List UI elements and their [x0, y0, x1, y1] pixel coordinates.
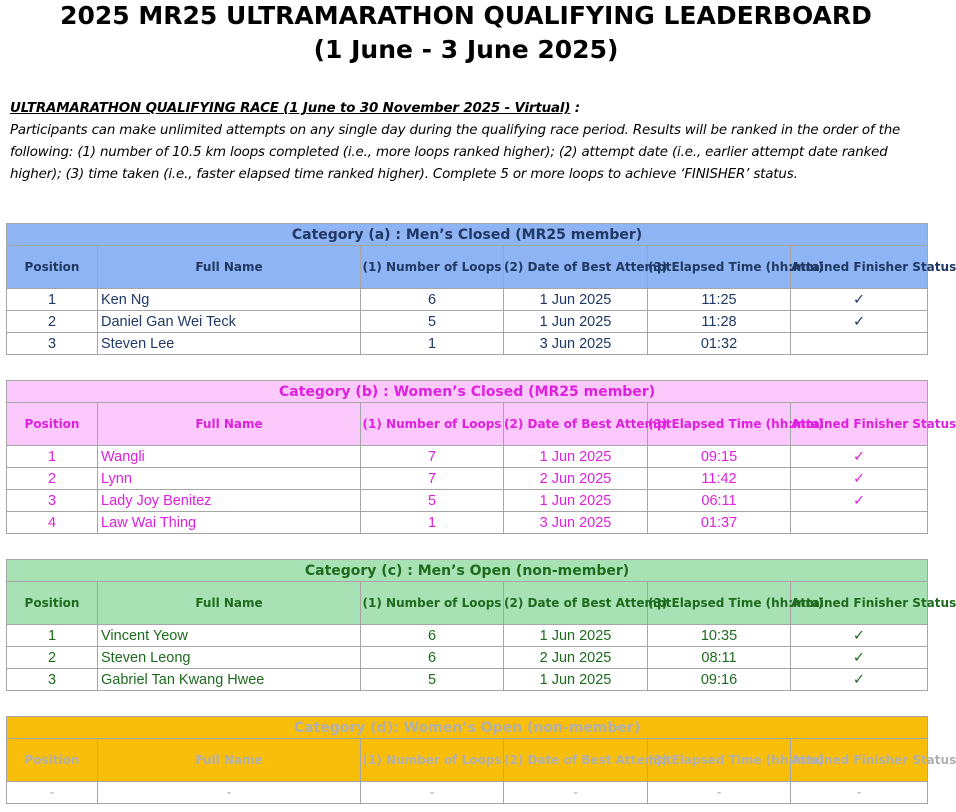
- header-elapsed: (3) Elapsed Time (hh:mm): [648, 739, 791, 782]
- cell-elapsed: 01:37: [648, 512, 791, 534]
- header-full-name: Full Name: [98, 582, 361, 625]
- check-icon: ✓: [791, 446, 928, 468]
- cell-loops: 6: [361, 625, 504, 647]
- table-row: [7, 311, 928, 333]
- cell-name: Wangli: [98, 446, 361, 468]
- cell-position: 1: [7, 446, 98, 468]
- header-position: Position: [7, 739, 98, 782]
- cell-loops: -: [361, 782, 504, 804]
- cell-name: Steven Leong: [98, 647, 361, 669]
- cell-date: 1 Jun 2025: [504, 669, 648, 691]
- finisher-cell: [791, 333, 928, 355]
- check-icon: ✓: [791, 647, 928, 669]
- check-icon: ✓: [791, 468, 928, 490]
- header-full-name: Full Name: [98, 246, 361, 289]
- header-full-name: Full Name: [98, 739, 361, 782]
- table-row: [7, 625, 928, 647]
- header-elapsed: (3) Elapsed Time (hh:mm): [648, 246, 791, 289]
- category-title: Category (b) : Women’s Closed (MR25 member): [7, 381, 928, 403]
- header-finisher: Attained Finisher Status: [791, 403, 928, 446]
- cell-name: Lady Joy Benitez: [98, 490, 361, 512]
- cell-name: Vincent Yeow: [98, 625, 361, 647]
- cell-position: 3: [7, 669, 98, 691]
- header-date: (2) Date of Best Attempt: [504, 246, 648, 289]
- header-date: (2) Date of Best Attempt: [504, 739, 648, 782]
- intro-heading: ULTRAMARATHON QUALIFYING RACE (1 June to 30 November 2025 - Virtual): [10, 101, 571, 116]
- cell-position: 3: [7, 333, 98, 355]
- cell-position: 1: [7, 625, 98, 647]
- cell-date: 2 Jun 2025: [504, 647, 648, 669]
- cell-elapsed: 11:28: [648, 311, 791, 333]
- cell-position: 2: [7, 468, 98, 490]
- cell-elapsed: -: [648, 782, 791, 804]
- cell-loops: 7: [361, 468, 504, 490]
- header-full-name: Full Name: [98, 403, 361, 446]
- cell-position: 2: [7, 647, 98, 669]
- table-row: [7, 468, 928, 490]
- cell-elapsed: 06:11: [648, 490, 791, 512]
- header-position: Position: [7, 246, 98, 289]
- category-title: Category (a) : Men’s Closed (MR25 member): [7, 224, 928, 246]
- table-row: [7, 512, 928, 534]
- cell-date: 1 Jun 2025: [504, 446, 648, 468]
- page-title-line2: (1 June - 3 June 2025): [313, 35, 619, 64]
- cell-date: 3 Jun 2025: [504, 512, 648, 534]
- finisher-cell: -: [791, 782, 928, 804]
- table-row: [7, 647, 928, 669]
- header-elapsed: (3) Elapsed Time (hh:mm): [648, 582, 791, 625]
- header-position: Position: [7, 403, 98, 446]
- table-row: [7, 782, 928, 804]
- cell-loops: 6: [361, 647, 504, 669]
- cell-loops: 1: [361, 333, 504, 355]
- table-row: [7, 289, 928, 311]
- cell-position: 4: [7, 512, 98, 534]
- cell-date: 1 Jun 2025: [504, 490, 648, 512]
- header-finisher: Attained Finisher Status: [791, 582, 928, 625]
- check-icon: ✓: [791, 311, 928, 333]
- cell-loops: 1: [361, 512, 504, 534]
- cell-date: 3 Jun 2025: [504, 333, 648, 355]
- category-title: Category (d): Women’s Open (non-member): [7, 717, 928, 739]
- header-finisher: Attained Finisher Status: [791, 739, 928, 782]
- cell-name: -: [98, 782, 361, 804]
- cell-date: 1 Jun 2025: [504, 625, 648, 647]
- table-row: [7, 490, 928, 512]
- cell-position: 2: [7, 311, 98, 333]
- header-date: (2) Date of Best Attempt: [504, 403, 648, 446]
- check-icon: ✓: [791, 289, 928, 311]
- intro-colon: :: [570, 101, 581, 116]
- header-loops: (1) Number of Loops: [361, 582, 504, 625]
- cell-date: 2 Jun 2025: [504, 468, 648, 490]
- leaderboard-table-category-c: [6, 559, 956, 691]
- leaderboard-table-category-b: [6, 380, 956, 534]
- cell-loops: 6: [361, 289, 504, 311]
- header-position: Position: [7, 582, 98, 625]
- header-loops: (1) Number of Loops: [361, 403, 504, 446]
- header-finisher: Attained Finisher Status: [791, 246, 928, 289]
- cell-elapsed: 09:16: [648, 669, 791, 691]
- category-title: Category (c) : Men’s Open (non-member): [7, 560, 928, 582]
- cell-name: Steven Lee: [98, 333, 361, 355]
- intro-text: [10, 98, 915, 186]
- cell-position: -: [7, 782, 98, 804]
- intro-body: Participants can make unlimited attempts on any single day during the qualifying race period. Results will be ranked in the order of the following: (1) number of 10.5 km loops completed (i.e., more loops ranked higher); (2) attempt date (i.e., earlier attempt date ranked higher); (3) time taken (i.e., faster elapsed time ranked higher). Complete 5 or more loops to achieve ‘FINISHER’ status.: [10, 123, 901, 182]
- cell-loops: 5: [361, 311, 504, 333]
- cell-date: 1 Jun 2025: [504, 311, 648, 333]
- cell-elapsed: 11:42: [648, 468, 791, 490]
- table-row: [7, 446, 928, 468]
- cell-date: -: [504, 782, 648, 804]
- cell-name: Gabriel Tan Kwang Hwee: [98, 669, 361, 691]
- cell-elapsed: 11:25: [648, 289, 791, 311]
- finisher-cell: [791, 512, 928, 534]
- cell-name: Ken Ng: [98, 289, 361, 311]
- header-loops: (1) Number of Loops: [361, 246, 504, 289]
- table-row: [7, 333, 928, 355]
- header-date: (2) Date of Best Attempt: [504, 582, 648, 625]
- check-icon: ✓: [791, 625, 928, 647]
- check-icon: ✓: [791, 490, 928, 512]
- cell-name: Law Wai Thing: [98, 512, 361, 534]
- header-loops: (1) Number of Loops: [361, 739, 504, 782]
- cell-elapsed: 10:35: [648, 625, 791, 647]
- page-title-line1: 2025 MR25 ULTRAMARATHON QUALIFYING LEADERBOARD: [60, 1, 872, 30]
- cell-loops: 5: [361, 490, 504, 512]
- cell-elapsed: 01:32: [648, 333, 791, 355]
- table-row: [7, 669, 928, 691]
- cell-name: Lynn: [98, 468, 361, 490]
- cell-date: 1 Jun 2025: [504, 289, 648, 311]
- check-icon: ✓: [791, 669, 928, 691]
- cell-loops: 7: [361, 446, 504, 468]
- header-elapsed: (3) Elapsed Time (hh:mm): [648, 403, 791, 446]
- cell-elapsed: 08:11: [648, 647, 791, 669]
- cell-position: 1: [7, 289, 98, 311]
- cell-elapsed: 09:15: [648, 446, 791, 468]
- cell-name: Daniel Gan Wei Teck: [98, 311, 361, 333]
- cell-position: 3: [7, 490, 98, 512]
- cell-loops: 5: [361, 669, 504, 691]
- leaderboard-table-category-a: [6, 223, 956, 355]
- leaderboard-table-category-d: [6, 716, 956, 804]
